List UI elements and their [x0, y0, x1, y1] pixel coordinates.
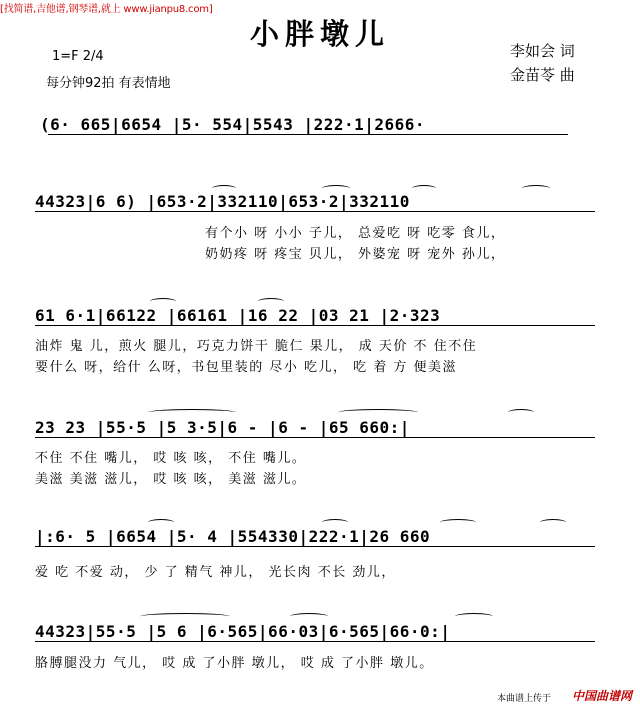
notation-line-4: 23 23 |55·5 |5 3·5|6 - |6 - |65 660:| [35, 418, 410, 437]
beam-2 [35, 211, 595, 212]
slur-4c [508, 409, 534, 416]
lyrics-line-2a: 有个小 呀 小小 子儿， 总爱吃 呀 吃零 食儿， [205, 226, 506, 241]
notation-line-3: 61 6·1|66122 |66161 |16 22 |03 21 |2·323 [35, 306, 441, 325]
lyrics-line-4b: 美滋 美滋 滋儿， 哎 咳 咳， 美滋 滋儿。 [35, 472, 307, 487]
lyrics-line-6: 胳膊腿没力 气儿， 哎 成 了小胖 墩儿， 哎 成 了小胖 墩儿。 [35, 656, 434, 671]
beam-3 [35, 325, 595, 326]
tempo-marking: 每分钟92拍 有表情地 [46, 76, 171, 91]
site-banner: [找简谱,吉他谱,钢琴谱,就上 www.jianpu8.com] [0, 4, 213, 15]
notation-line-2: 44323|6 6) |653·2|332110|653·2|332110 [35, 192, 410, 211]
notation-line-6: 44323|55·5 |5 6 |6·565|66·03|6·565|66·0:| [35, 622, 451, 641]
lyrics-line-3a: 油炸 鬼 儿，煎火 腿儿，巧克力饼干 脆仁 果儿， 成 天价 不 住不住 [35, 339, 478, 354]
notation-line-5: |:6· 5 |6654 |5· 4 |554330|222·1|26 660 [35, 527, 431, 546]
slur-3a [150, 298, 176, 305]
composer-credit: 金苗苓 曲 [510, 66, 575, 84]
beam-1 [48, 134, 568, 135]
slur-2a [212, 185, 236, 192]
tie-4a [148, 409, 236, 416]
beam-5 [35, 546, 595, 547]
slur-5d [540, 519, 566, 526]
slur-5c [440, 519, 476, 526]
slur-2d [522, 185, 550, 192]
notation-line-1: (6· 665|6654 |5· 554|5543 |222·1|2666· [40, 115, 426, 134]
slur-6c [455, 613, 493, 620]
beam-4 [35, 437, 595, 438]
slur-5b [322, 519, 348, 526]
lyrics-line-5: 爱 吃 不爱 动， 少 了 精气 神儿， 光长肉 不长 劲儿， [35, 565, 396, 580]
tie-4b [338, 409, 418, 416]
lyrics-line-4a: 不住 不住 嘴儿， 哎 咳 咳， 不住 嘴儿。 [35, 451, 307, 466]
slur-5a [148, 519, 174, 526]
lyrics-line-3b: 要什么 呀，给什 么呀，书包里装的 尽小 吃儿， 吃 着 方 便美滋 [35, 360, 458, 375]
tie-6a [140, 613, 230, 620]
song-title: 小胖墩儿 [249, 17, 390, 51]
slur-6b [290, 613, 328, 620]
beam-6 [35, 641, 595, 642]
slur-2c [412, 185, 436, 192]
slur-3b [258, 298, 284, 305]
lyrics-line-2b: 奶奶疼 呀 疼宝 贝儿， 外婆宠 呀 宠外 孙儿， [205, 247, 506, 262]
key-signature: 1=F 2/4 [52, 49, 104, 64]
footer-site-logo: 中国曲谱网 [572, 689, 633, 703]
lyricist-credit: 李如会 词 [510, 42, 575, 60]
slur-2b [322, 185, 350, 192]
footer-upload-text: 本曲谱上传于 [497, 694, 552, 704]
